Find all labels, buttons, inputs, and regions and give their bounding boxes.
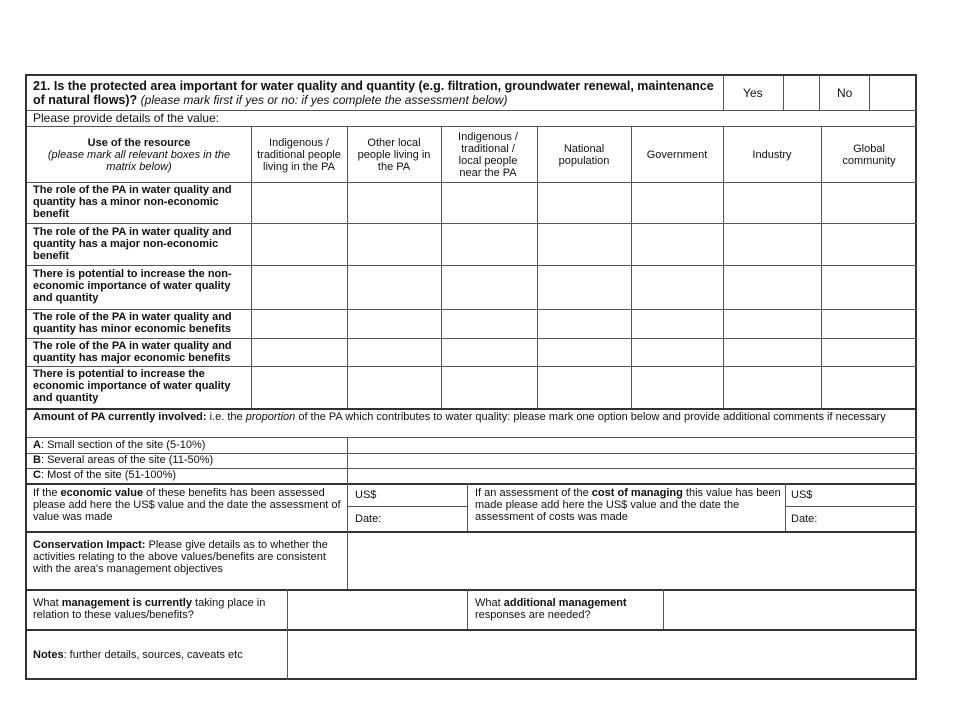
question-text: 21. Is the protected area important for water quality and quantity (e.g. filtration, groundwater renewal, maintenance of natural flows)? (33, 79, 714, 107)
ma-bold: additional management (503, 597, 627, 609)
economic-value-prompt (33, 487, 345, 523)
column-header: Government (646, 148, 708, 161)
management-additional-prompt (475, 597, 661, 621)
cost-usd-label: US$ (791, 489, 813, 501)
ma-post: responses are needed? (475, 609, 591, 621)
amount-option-b[interactable] (33, 454, 213, 466)
matrix-row-label: The role of the PA in water quality and quantity has a minor non-economic benefit (33, 184, 232, 220)
amount-option-a[interactable] (33, 439, 205, 451)
amount-title: Amount of PA currently involved: (33, 411, 207, 423)
amount-emphasis: proportion (245, 411, 296, 423)
management-additional-field[interactable] (664, 591, 917, 629)
use-subheader: (please mark all relevant boxes in the matrix below) (47, 148, 231, 173)
ci-text: Please give details as to whether the activities relating to the above values/benefits are consistent with the area's management objectives (33, 539, 328, 575)
ci-bold: Conservation Impact: (33, 539, 146, 551)
no-checkbox[interactable] (869, 76, 917, 108)
economic-date-field[interactable] (391, 507, 467, 531)
yes-label: Yes (743, 86, 763, 100)
matrix-cell[interactable] (538, 183, 631, 223)
no-label: No (837, 86, 853, 100)
cost-usd-field[interactable] (823, 484, 917, 506)
assessment-form (25, 74, 917, 680)
matrix-cell[interactable] (822, 183, 917, 223)
amount-text-2: of the PA which contributes to water quality: please mark one option below and provide additional comments if necessary (295, 411, 886, 423)
amount-heading (33, 411, 911, 423)
notes-bold: Notes (33, 649, 64, 661)
notes-field[interactable] (288, 631, 917, 680)
economic-date-label: Date: (355, 513, 382, 525)
option-text: : Small section of the site (5-10%) (40, 439, 206, 451)
matrix-cell[interactable] (442, 183, 537, 223)
column-header: Other local people living in the PA (357, 136, 431, 173)
management-current-field[interactable] (288, 591, 467, 629)
matrix-row-label: There is potential to increase the non-economic importance of water quality and quantity (33, 268, 232, 304)
notes-prompt (33, 649, 283, 661)
matrix-cell[interactable] (348, 183, 441, 223)
amount-option-c[interactable] (33, 469, 176, 481)
matrix-row-label: The role of the PA in water quality and quantity has a major non-economic benefit (33, 226, 232, 262)
details-prompt: Please provide details of the value: (33, 111, 220, 125)
option-letter: C (33, 469, 41, 481)
matrix-cell[interactable] (724, 183, 821, 223)
cm-bold: cost of managing (591, 487, 683, 499)
option-text: : Most of the site (51-100%) (40, 469, 177, 481)
use-header: Use of the resource (87, 136, 191, 149)
mc-bold: management is currently (61, 597, 192, 609)
column-header: Indigenous / traditional / local people near the PA (458, 130, 518, 179)
mc-post: taking place in relation to these values/benefits? (33, 597, 266, 621)
cost-date-label: Date: (791, 513, 818, 525)
matrix-cell[interactable] (252, 183, 347, 223)
ev-post: of these benefits has been assessed please add here the US$ value and the date the assessment of value was made (33, 487, 341, 523)
yes-checkbox[interactable] (783, 76, 819, 108)
matrix-row-label: There is potential to increase the economic importance of water quality and quantity (33, 368, 231, 404)
matrix-cell[interactable] (632, 183, 723, 223)
amount-comments-field[interactable] (348, 438, 917, 483)
use-of-resource-header (27, 127, 251, 182)
cost-managing-prompt (475, 487, 781, 523)
column-header: Indigenous / traditional people living in the PA (257, 136, 341, 173)
amount-text-1: i.e. the (206, 411, 246, 423)
question-instruction: (please mark first if yes or no: if yes complete the assessment below) (140, 93, 508, 107)
column-header: Global community (842, 142, 896, 167)
economic-usd-label: US$ (355, 489, 377, 501)
ev-bold: economic value (60, 487, 144, 499)
option-letter: A (33, 439, 41, 451)
question-title (33, 79, 723, 109)
economic-usd-field[interactable] (387, 484, 467, 506)
management-current-prompt (33, 597, 283, 621)
mc-pre: What (33, 597, 62, 609)
cm-pre: If an assessment of the (475, 487, 592, 499)
ma-pre: What (475, 597, 504, 609)
notes-text: : further details, sources, caveats etc (63, 649, 243, 661)
cost-date-field[interactable] (827, 507, 917, 531)
conservation-impact-field[interactable] (348, 533, 917, 589)
ev-pre: If the (33, 487, 61, 499)
column-header: Industry (752, 148, 792, 161)
conservation-impact-prompt (33, 539, 345, 575)
cm-post: this value has been made please add here the US$ value and the date the assessment of costs was made (475, 487, 781, 523)
option-letter: B (33, 454, 41, 466)
option-text: : Several areas of the site (11-50%) (40, 454, 214, 466)
matrix-row-label: The role of the PA in water quality and quantity has major economic benefits (33, 340, 232, 364)
matrix-row-label: The role of the PA in water quality and quantity has minor economic benefits (33, 311, 232, 335)
column-header: National population (558, 142, 610, 167)
